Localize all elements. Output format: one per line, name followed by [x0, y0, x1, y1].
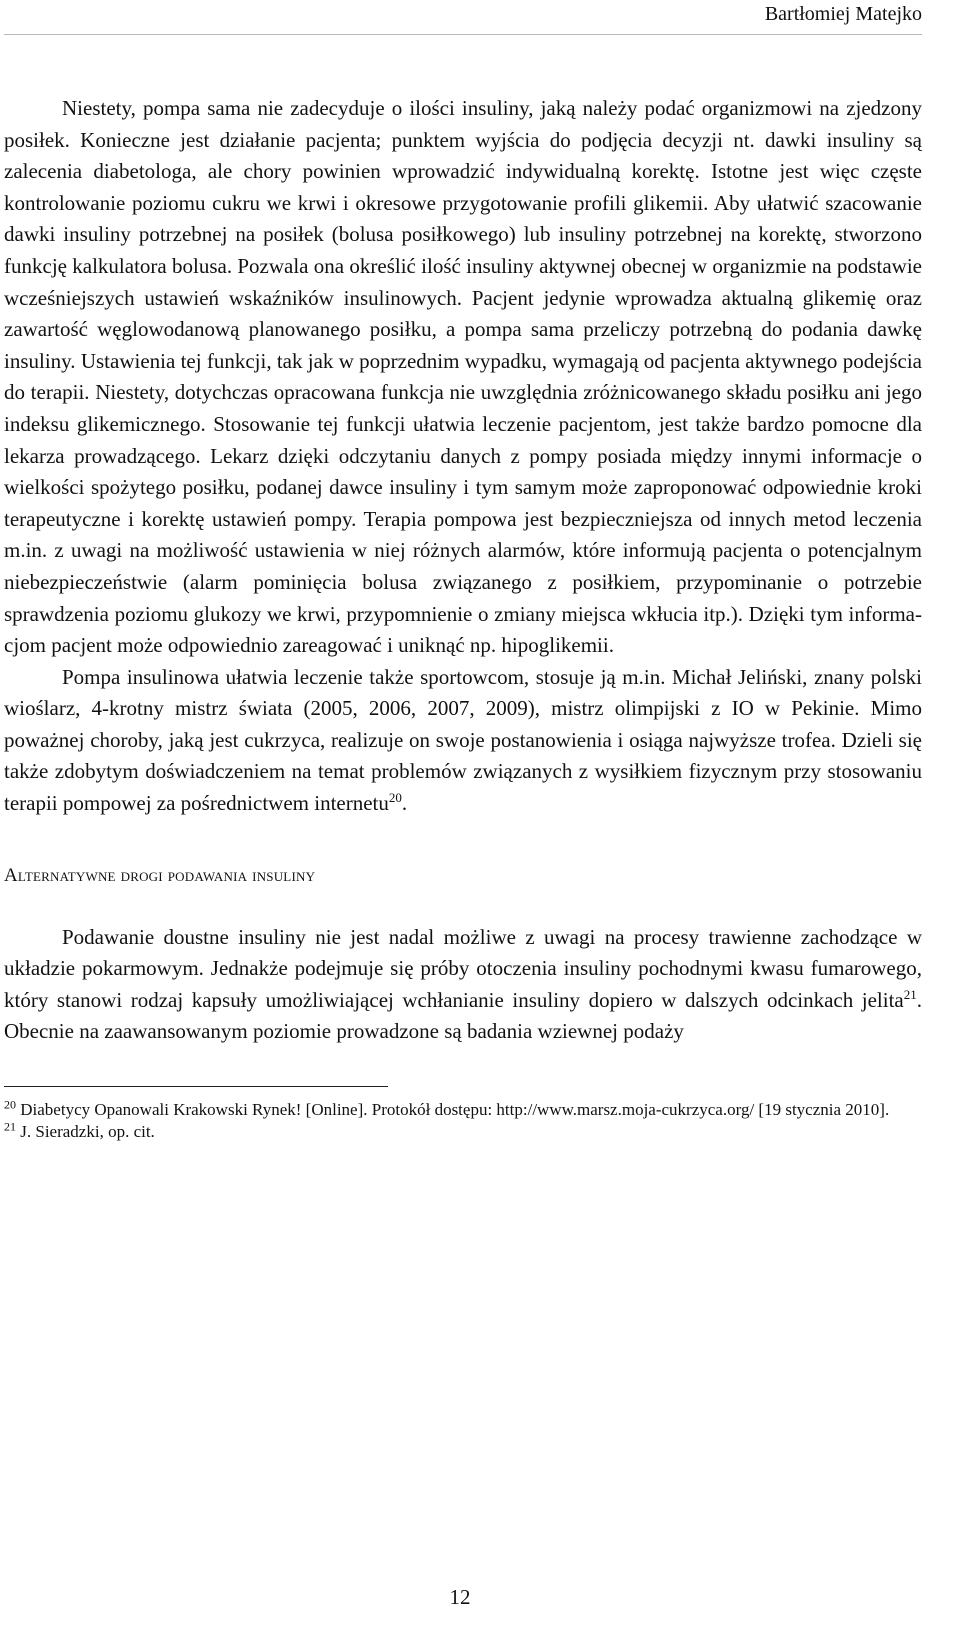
footnote-reference-21[interactable]: 21	[903, 986, 917, 1002]
paragraph-oral-insulin	[4, 922, 922, 1048]
footnote-divider	[4, 1086, 388, 1087]
paragraph-oral-insulin-continued: . Obecnie na zaawansowanym poziomie prowadzone są badania wziewnej podaży	[4, 987, 922, 1044]
paragraph-athletes-end: .	[401, 791, 408, 816]
paragraph-athletes-text: Pompa insulinowa ułatwia leczenie także sportowcom, stosuje ją m.in. Michał Jeliński, znany polski wioślarz, 4-krotny mistrz świata (2005, 2006, 2007, 2009), mistrz olimpijski z IO w Pekinie. Mimo poważnej choroby, jaką jest cukrzyca, realizuje on swoje postanowienia i osiąga najwyższe trofea. Dzieli się także zdobytym doświadczeniem na temat problemów związanych z wysiłkiem fizycznym przy stosowaniu terapii pompowej za pośrednictwem internetu	[4, 664, 922, 816]
paragraph-insulin-pump-dosing: Niestety, pompa sama nie zadecyduje o ilości insuliny, jaką należy podać organizmowi na zjedzony posiłek. Konieczne jest działanie pacjenta; punktem wyjścia do podjęcia decyzji nt. dawki insuliny są zalecenia diabetologa, ale chory powinien wprowadzić indywidualną korektę. Istotne jest więc częste kontrolowanie poziomu cukru we krwi i okresowe przygotowanie profili glikemii. Aby ułatwić szacowanie dawki insuliny potrzebnej na posiłek (bolusa posiłkowego) lub insuliny potrzebnej na korektę, stworzono funkcję kalkulatora bolusa. Pozwala ona określić ilość insuliny aktywnej obecnej w organizmie na podstawie wcześniejszych ustawień wskaźników insulinowych. Pacjent jedynie wprowadza aktualną glikemię oraz zawartość węglowodanową planowanego posiłku, a pompa sama przeliczy potrzebną do podania dawkę insuliny. Ustawienia tej funkcji, tak jak w poprzednim wypadku, wymagają od pacjenta aktywnego podejścia do terapii. Niestety, dotychczas opracowana funkcja nie uwzględnia zróżnicowanego składu posiłku ani jego indeksu glikemicznego. Stosowanie tej funkcji ułatwia leczenie pacjentom, jest także bardzo pomocne dla lekarza prowadzącego. Lekarz dzięki odczytaniu danych z pompy posiada między innymi informacje o wielkości spożytego posiłku, podanej dawce insuliny i tym samym może zaproponować odpowiednie kroki terapeutyczne i korektę ustawień pompy. Terapia pompowa jest bezpieczniejsza od innych metod leczenia m.in. z uwagi na możliwość ustawienia w niej różnych alarmów, które informują pacjenta o potencjalnym niebezpieczeństwie (alarm pominięcia bolusa związanego z posiłkiem, przypominanie o potrzebie sprawdzenia poziomu glukozy we krwi, przypomnienie o zmiany miejsca wkłucia itp.). Dzięki tym informacjom pacjent może odpowiednio zareagować i uniknąć np. hipoglikemii.	[4, 96, 922, 658]
paragraph-oral-insulin-text: Podawanie doustne insuliny nie jest nadal możliwe z uwagi na procesy trawienne zachodzące w układzie pokarmowym. Jednakże podejmuje się próby otoczenia insuliny pochodnymi kwasu fumarowego, który stanowi rodzaj kapsuły umożliwiającej wchłanianie insuliny dopiero w dalszych odcinkach jelita	[4, 924, 922, 1012]
running-header-author: Bartłomiej Matejko	[764, 3, 922, 25]
page-number: 12	[449, 1585, 471, 1609]
footnote-text-20: Diabetycy Opanowali Krakowski Rynek! [Online]. Protokół dostępu: http://www.marsz.moja-cukrzyca.org/ [19 stycznia 2010].	[16, 1100, 890, 1120]
footnotes-section	[4, 1099, 922, 1143]
section-heading-alternative-routes: Alternatywne drogi podawania insuliny	[4, 864, 316, 886]
section-body-2	[4, 922, 922, 1048]
footnote-20	[4, 1099, 922, 1121]
footnote-21	[4, 1121, 922, 1143]
paragraph-athletes	[4, 662, 922, 820]
footnote-text-21: J. Sieradzki, op. cit.	[16, 1122, 155, 1142]
header-divider	[4, 34, 922, 35]
footnote-reference-20[interactable]: 20	[388, 790, 402, 806]
footnote-number-21: 21	[4, 1119, 16, 1134]
footnote-number-20: 20	[4, 1097, 16, 1112]
section-body-1	[4, 93, 922, 820]
